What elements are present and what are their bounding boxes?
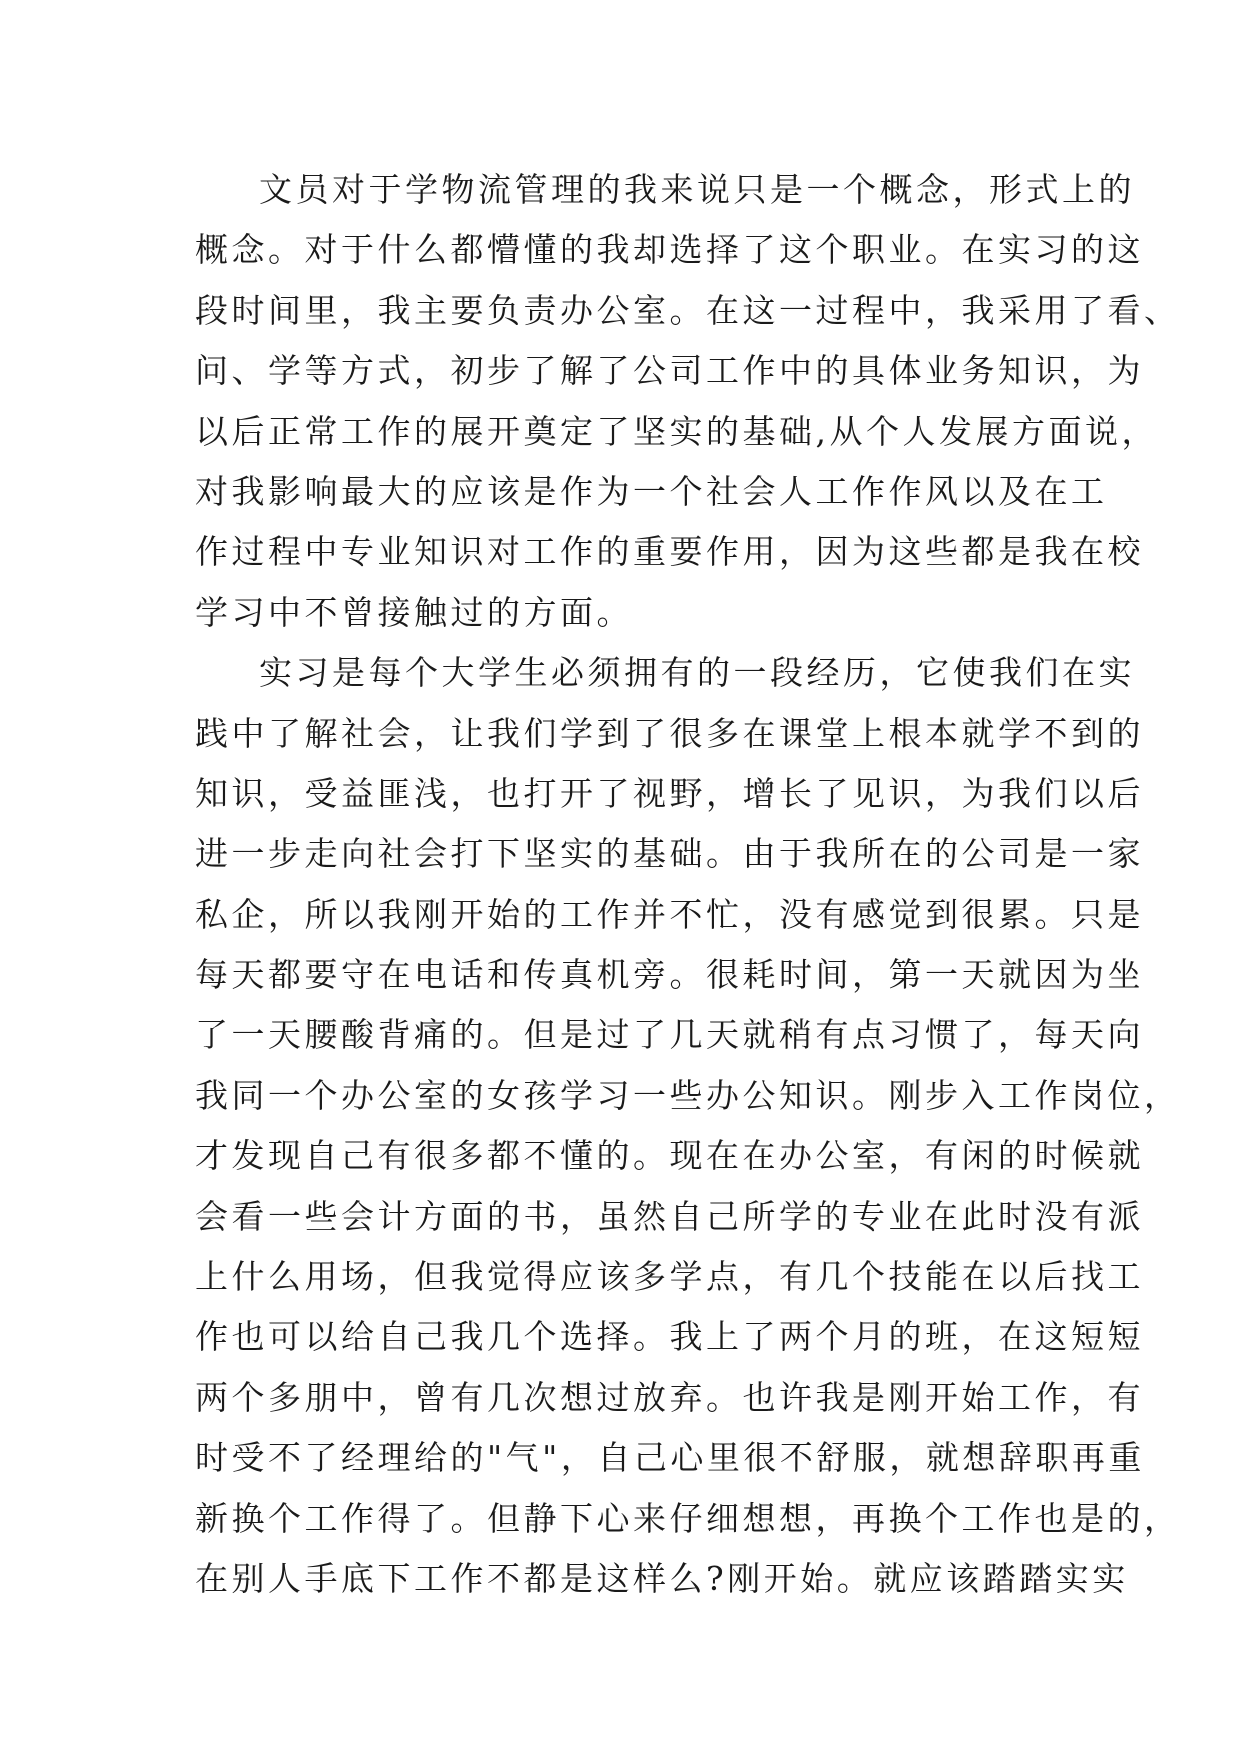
- paragraph-1-line-7: 作过程中专业知识对工作的重要作用，因为这些都是我在校: [195, 532, 1144, 572]
- paragraph-2-line-14: 时受不了经理给的"气"，自己心里很不舒服，就想辞职再重: [195, 1438, 1145, 1478]
- paragraph-2-line-15: 新换个工作得了。但静下心来仔细想想，再换个工作也是的，: [195, 1498, 1181, 1538]
- paragraph-1-line-2: 概念。对于什么都懵懂的我却选择了这个职业。在实习的这: [195, 230, 1144, 270]
- paragraph-2-line-8: 我同一个办公室的女孩学习一些办公知识。刚步入工作岗位，: [195, 1075, 1181, 1115]
- paragraph-2-line-5: 私企，所以我刚开始的工作并不忙，没有感觉到很累。只是: [195, 894, 1144, 934]
- body-text: [195, 160, 1181, 1609]
- paragraph-2-line-10: 会看一些会计方面的书，虽然自己所学的专业在此时没有派: [195, 1196, 1144, 1236]
- paragraph-1-line-6: 对我影响最大的应该是作为一个社会人工作作风以及在工: [195, 471, 1108, 511]
- paragraph-2-line-7: 了一天腰酸背痛的。但是过了几天就稍有点习惯了，每天向: [195, 1015, 1144, 1055]
- paragraph-2-line-9: 才发现自己有很多都不懂的。现在在办公室，有闲的时候就: [195, 1136, 1144, 1176]
- paragraph-1-line-1: 文员对于学物流管理的我来说只是一个概念，形式上的: [259, 170, 1135, 209]
- paragraph-2-line-6: 每天都要守在电话和传真机旁。很耗时间，第一天就因为坐: [195, 955, 1144, 995]
- paragraph-2-line-4: 进一步走向社会打下坚实的基础。由于我所在的公司是一家: [195, 834, 1144, 874]
- paragraph-2-line-11: 上什么用场，但我觉得应该多学点，有几个技能在以后找工: [195, 1257, 1144, 1297]
- paragraph-2-line-13: 两个多朋中，曾有几次想过放弃。也许我是刚开始工作，有: [195, 1377, 1144, 1417]
- paragraph-2-line-12: 作也可以给自己我几个选择。我上了两个月的班，在这短短: [195, 1317, 1144, 1357]
- paragraph-1-line-4: 问、学等方式，初步了解了公司工作中的具体业务知识，为: [195, 351, 1144, 391]
- paragraph-1-line-5: 以后正常工作的展开奠定了坚实的基础,从个人发展方面说，: [195, 411, 1158, 451]
- paragraph-1-line-8: 学习中不曾接触过的方面。: [195, 592, 633, 632]
- paragraph-2-line-2: 践中了解社会，让我们学到了很多在课堂上根本就学不到的: [195, 713, 1144, 753]
- paragraph-2-line-16: 在别人手底下工作不都是这样么?刚开始。就应该踏踏实实: [195, 1558, 1129, 1598]
- paragraph-1-line-3: 段时间里，我主要负责办公室。在这一过程中，我采用了看、: [195, 290, 1181, 330]
- paragraph-2-line-3: 知识，受益匪浅，也打开了视野，增长了见识，为我们以后: [195, 773, 1144, 813]
- paragraph-2-line-1: 实习是每个大学生必须拥有的一段经历，它使我们在实: [259, 653, 1135, 693]
